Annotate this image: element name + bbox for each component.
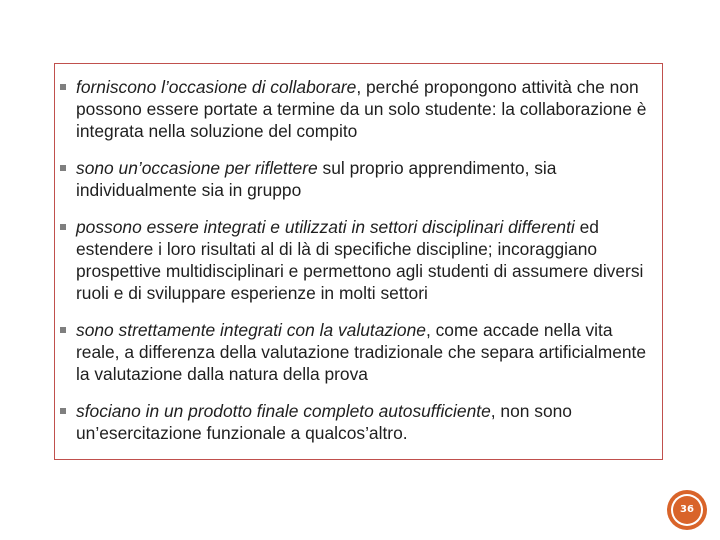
bullet-item bbox=[60, 216, 660, 304]
square-bullet-icon bbox=[60, 84, 66, 90]
bullet-text: , perché propongono attività che non possono essere portate a termine da un solo studente: la collaborazione è integrata nella soluzione del compito bbox=[76, 77, 647, 141]
bullet-list bbox=[60, 76, 660, 459]
bullet-emphasis: possono essere integrati e utilizzati in settori disciplinari differenti bbox=[76, 217, 575, 237]
bullet-item bbox=[60, 319, 660, 385]
square-bullet-icon bbox=[60, 165, 66, 171]
bullet-emphasis: forniscono l’occasione di collaborare bbox=[76, 77, 357, 97]
bullet-text: , come accade nella vita reale, a differenza della valutazione tradizionale che separa artificialmente la valutazione dalla natura della prova bbox=[76, 320, 647, 384]
page-number-badge bbox=[667, 490, 707, 530]
bullet-text: , non sono un’esercitazione funzionale a qualcos’altro. bbox=[76, 401, 572, 443]
bullet-item bbox=[60, 76, 660, 142]
bullet-emphasis: sfociano in un prodotto finale completo autosufficiente bbox=[76, 401, 491, 421]
square-bullet-icon bbox=[60, 224, 66, 230]
page-number: 36 bbox=[673, 496, 701, 524]
bullet-emphasis: sono strettamente integrati con la valutazione bbox=[76, 320, 426, 340]
badge-ring bbox=[671, 494, 703, 526]
bullet-text: sul proprio apprendimento, sia individualmente sia in gruppo bbox=[76, 158, 557, 200]
bullet-text: ed estendere i loro risultati al di là di specifiche discipline; incoraggiano prospettive multidisciplinari e permettono agli studenti di assumere diversi ruoli e di sviluppare esperienze in molti settori bbox=[76, 217, 644, 303]
square-bullet-icon bbox=[60, 327, 66, 333]
bullet-item bbox=[60, 400, 660, 444]
square-bullet-icon bbox=[60, 408, 66, 414]
bullet-emphasis: sono un’occasione per riflettere bbox=[76, 158, 318, 178]
bullet-item bbox=[60, 157, 660, 201]
